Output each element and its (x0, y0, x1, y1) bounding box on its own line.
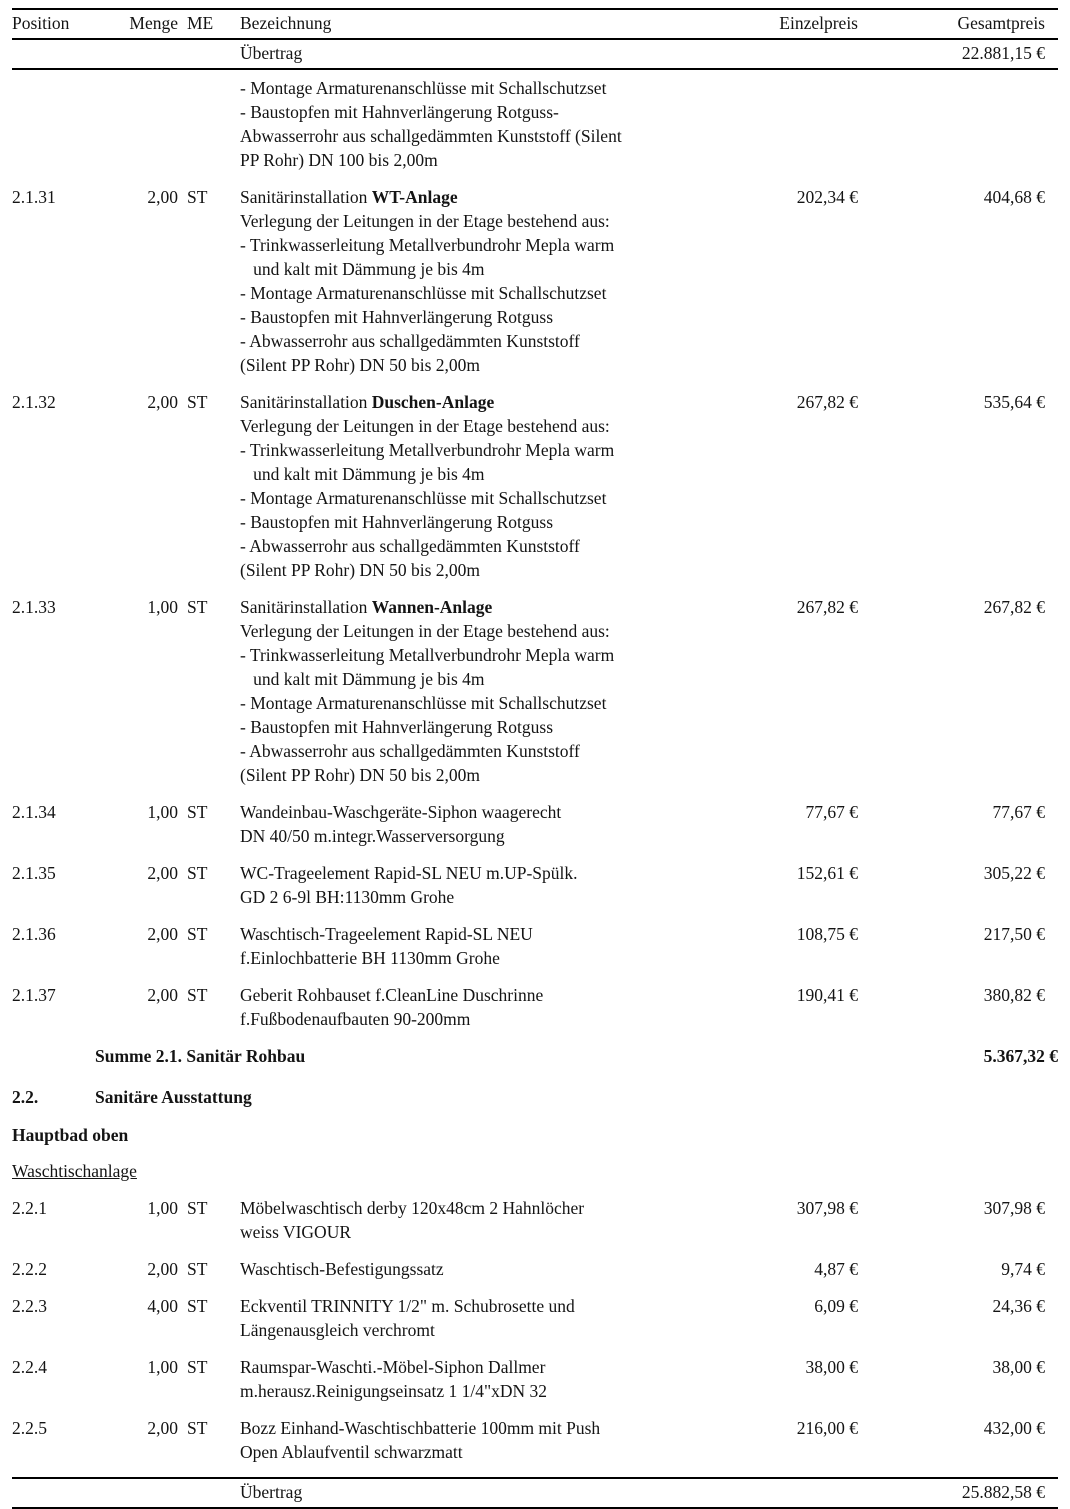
section-number: 2.2. (12, 1087, 39, 1107)
description-line: Abwasserrohr aus schallgedämmten Kunststoff (Silent (240, 126, 622, 146)
position-cell: 2.1.31 (12, 187, 56, 207)
table-row (12, 1294, 1058, 1342)
description-cell (240, 595, 698, 787)
description-line: Längenausgleich verchromt (240, 1320, 435, 1340)
position-cell: 2.2.1 (12, 1198, 47, 1218)
group-heading: Waschtischanlage (12, 1161, 137, 1181)
unit-cell: ST (187, 924, 208, 944)
description-line: Verlegung der Leitungen in der Etage bestehend aus: (240, 416, 610, 436)
total-price-cell: 307,98 € (983, 1198, 1045, 1218)
position-cell: 2.1.32 (12, 392, 56, 412)
item-title-text: Möbelwaschtisch derby 120x48cm 2 Hahnlöcher (240, 1198, 585, 1218)
item-title (240, 983, 698, 1007)
description-line: - Baustopfen mit Hahnverlängerung Rotguss- (240, 102, 559, 122)
description-line: - Trinkwasserleitung Metallverbundrohr Mepla warm (240, 235, 615, 255)
description-cell (240, 185, 698, 377)
description-line: - Montage Armaturenanschlüsse mit Schallschutzset (240, 283, 607, 303)
header-menge: Menge (129, 13, 178, 33)
unit-cell: ST (187, 392, 208, 412)
sum-indent (12, 1044, 95, 1068)
unit-price-cell: 4,87 € (814, 1259, 858, 1279)
position-cell: 2.2.4 (12, 1357, 47, 1377)
quantity-cell: 4,00 (147, 1296, 178, 1316)
position-cell: 2.1.34 (12, 802, 56, 822)
header-bezeichnung: Bezeichnung (240, 13, 332, 33)
total-price-cell: 217,50 € (983, 924, 1045, 944)
item-title (240, 390, 698, 414)
item-title-text: Raumspar-Waschti.-Möbel-Siphon Dallmer (240, 1357, 546, 1377)
description-line: - Baustopfen mit Hahnverlängerung Rotguss (240, 307, 554, 327)
unit-price-cell: 152,61 € (796, 863, 858, 883)
total-price-cell: 305,22 € (983, 863, 1045, 883)
description-line: und kalt mit Dämmung je bis 4m (240, 259, 485, 279)
description-cell (240, 983, 698, 1031)
total-price-cell: 535,64 € (983, 392, 1045, 412)
description-line: Open Ablaufventil schwarzmatt (240, 1442, 463, 1462)
total-price-cell: 380,82 € (983, 985, 1045, 1005)
item-title (240, 185, 698, 209)
item-title (240, 922, 698, 946)
item-title (240, 1416, 698, 1440)
description-line: m.herausz.Reinigungseinsatz 1 1/4"xDN 32 (240, 1381, 548, 1401)
description-line: und kalt mit Dämmung je bis 4m (240, 464, 485, 484)
description-line: f.Einlochbatterie BH 1130mm Grohe (240, 948, 500, 968)
quantity-cell: 2,00 (147, 863, 178, 883)
subheading: Hauptbad oben (12, 1125, 129, 1145)
unit-price-cell: 77,67 € (805, 802, 858, 822)
table-body (12, 70, 1058, 1477)
item-title (240, 595, 698, 619)
item-title (240, 1257, 698, 1281)
position-cell: 2.2.2 (12, 1259, 47, 1279)
uebertrag-top-label: Übertrag (240, 43, 303, 63)
unit-cell: ST (187, 985, 208, 1005)
unit-price-cell: 108,75 € (796, 924, 858, 944)
quantity-cell: 2,00 (147, 924, 178, 944)
description-line: DN 40/50 m.integr.Wasserversorgung (240, 826, 505, 846)
description-line: - Trinkwasserleitung Metallverbundrohr Mepla warm (240, 440, 615, 460)
header-einzelpreis: Einzelpreis (779, 13, 858, 33)
header-position: Position (12, 13, 70, 33)
table-row (12, 390, 1058, 582)
total-price-cell: 404,68 € (983, 187, 1045, 207)
description-line: Verlegung der Leitungen in der Etage bestehend aus: (240, 621, 610, 641)
description-cell (240, 922, 698, 970)
uebertrag-top-value: 22.881,15 € (961, 43, 1045, 63)
table-row (12, 595, 1058, 787)
section-heading (12, 1085, 1058, 1109)
item-title-bold: WT-Anlage (371, 187, 458, 207)
table-header (12, 8, 1058, 40)
position-cell: 2.1.36 (12, 924, 56, 944)
description-cell (240, 861, 698, 909)
unit-price-cell: 307,98 € (796, 1198, 858, 1218)
description-line: - Trinkwasserleitung Metallverbundrohr Mepla warm (240, 645, 615, 665)
uebertrag-bottom-label: Übertrag (240, 1482, 303, 1502)
item-title-text: Geberit Rohbauset f.CleanLine Duschrinne (240, 985, 544, 1005)
description-line: - Abwasserrohr aus schallgedämmten Kunststoff (240, 331, 580, 351)
unit-price-cell: 6,09 € (814, 1296, 858, 1316)
unit-price-cell: 216,00 € (796, 1418, 858, 1438)
description-line: weiss VIGOUR (240, 1222, 351, 1242)
table-row (12, 185, 1058, 377)
table-row (12, 983, 1058, 1031)
sum-label: Summe 2.1. Sanitär Rohbau (95, 1046, 306, 1066)
header-me: ME (187, 13, 214, 33)
position-cell: 2.2.5 (12, 1418, 47, 1438)
unit-cell: ST (187, 1259, 208, 1279)
unit-price-cell: 38,00 € (805, 1357, 858, 1377)
position-cell: 2.1.37 (12, 985, 56, 1005)
total-price-cell: 9,74 € (1001, 1259, 1045, 1279)
description-cell (240, 1257, 698, 1281)
position-cell: 2.1.33 (12, 597, 56, 617)
item-title-text: Bozz Einhand-Waschtischbatterie 100mm mit Push (240, 1418, 601, 1438)
description-cell (240, 390, 698, 582)
table-row (12, 1355, 1058, 1403)
unit-price-cell: 267,82 € (796, 392, 858, 412)
description-line: PP Rohr) DN 100 bis 2,00m (240, 150, 438, 170)
description-line: - Baustopfen mit Hahnverlängerung Rotguss (240, 512, 554, 532)
position-cell: 2.2.3 (12, 1296, 47, 1316)
item-title-text: Sanitärinstallation (240, 597, 372, 617)
item-title-text: Waschtisch-Trageelement Rapid-SL NEU (240, 924, 533, 944)
table-row (12, 922, 1058, 970)
description-line: - Abwasserrohr aus schallgedämmten Kunststoff (240, 741, 580, 761)
quantity-cell: 2,00 (147, 392, 178, 412)
description-cell (240, 1196, 698, 1244)
unit-cell: ST (187, 1418, 208, 1438)
quantity-cell: 2,00 (147, 187, 178, 207)
description-cell (240, 76, 698, 172)
item-title-text: Waschtisch-Befestigungssatz (240, 1259, 444, 1279)
total-price-cell: 38,00 € (992, 1357, 1045, 1377)
section-label: Sanitäre Ausstattung (95, 1087, 252, 1107)
total-price-cell: 267,82 € (983, 597, 1045, 617)
description-line: (Silent PP Rohr) DN 50 bis 2,00m (240, 765, 480, 785)
item-title-bold: Duschen-Anlage (371, 392, 495, 412)
table-row (12, 800, 1058, 848)
total-price-cell: 77,67 € (992, 802, 1045, 822)
quantity-cell: 2,00 (147, 1259, 178, 1279)
item-title-text: Sanitärinstallation (240, 392, 372, 412)
item-title-bold: Wannen-Anlage (371, 597, 493, 617)
item-title (240, 861, 698, 885)
unit-cell: ST (187, 1296, 208, 1316)
item-title (240, 1355, 698, 1379)
unit-price-cell: 190,41 € (796, 985, 858, 1005)
uebertrag-bottom-row (12, 1477, 1058, 1509)
description-line: (Silent PP Rohr) DN 50 bis 2,00m (240, 560, 480, 580)
uebertrag-bottom-value: 25.882,58 € (961, 1482, 1045, 1502)
item-title (240, 1294, 698, 1318)
total-price-cell: 432,00 € (983, 1418, 1045, 1438)
table-row (12, 861, 1058, 909)
description-line: - Abwasserrohr aus schallgedämmten Kunststoff (240, 536, 580, 556)
total-price-cell: 24,36 € (992, 1296, 1045, 1316)
quantity-cell: 1,00 (147, 597, 178, 617)
quantity-cell: 1,00 (147, 1198, 178, 1218)
description-line: und kalt mit Dämmung je bis 4m (240, 669, 485, 689)
description-line: (Silent PP Rohr) DN 50 bis 2,00m (240, 355, 480, 375)
description-line: - Montage Armaturenanschlüsse mit Schallschutzset (240, 488, 607, 508)
description-line: GD 2 6-9l BH:1130mm Grohe (240, 887, 455, 907)
description-cell (240, 1294, 698, 1342)
item-title-text: Wandeinbau-Waschgeräte-Siphon waagerecht (240, 802, 562, 822)
item-title (240, 800, 698, 824)
unit-cell: ST (187, 597, 208, 617)
continuation-row (12, 76, 1058, 172)
quantity-cell: 2,00 (147, 1418, 178, 1438)
unit-cell: ST (187, 1357, 208, 1377)
unit-price-cell: 267,82 € (796, 597, 858, 617)
quantity-cell: 2,00 (147, 985, 178, 1005)
table-row (12, 1416, 1058, 1464)
description-line: f.Fußbodenaufbauten 90-200mm (240, 1009, 471, 1029)
quantity-cell: 1,00 (147, 802, 178, 822)
description-line: Verlegung der Leitungen in der Etage bestehend aus: (240, 211, 610, 231)
position-cell: 2.1.35 (12, 863, 56, 883)
table-row (12, 1257, 1058, 1281)
description-line: - Baustopfen mit Hahnverlängerung Rotguss (240, 717, 554, 737)
sum-row (12, 1044, 1058, 1068)
unit-cell: ST (187, 863, 208, 883)
uebertrag-top-row (12, 40, 1058, 70)
description-cell (240, 1416, 698, 1464)
item-title-text: WC-Trageelement Rapid-SL NEU m.UP-Spülk. (240, 863, 578, 883)
unit-cell: ST (187, 1198, 208, 1218)
item-title-text: Eckventil TRINNITY 1/2" m. Schubrosette und (240, 1296, 575, 1316)
header-gesamtpreis: Gesamtpreis (957, 13, 1045, 33)
table-row (12, 1196, 1058, 1244)
unit-price-cell: 202,34 € (796, 187, 858, 207)
quantity-cell: 1,00 (147, 1357, 178, 1377)
description-cell (240, 800, 698, 848)
item-title-text: Sanitärinstallation (240, 187, 372, 207)
description-line: - Montage Armaturenanschlüsse mit Schallschutzset (240, 78, 607, 98)
unit-cell: ST (187, 802, 208, 822)
description-cell (240, 1355, 698, 1403)
sum-value: 5.367,32 € (983, 1046, 1058, 1066)
unit-cell: ST (187, 187, 208, 207)
item-title (240, 1196, 698, 1220)
description-line: - Montage Armaturenanschlüsse mit Schallschutzset (240, 693, 607, 713)
